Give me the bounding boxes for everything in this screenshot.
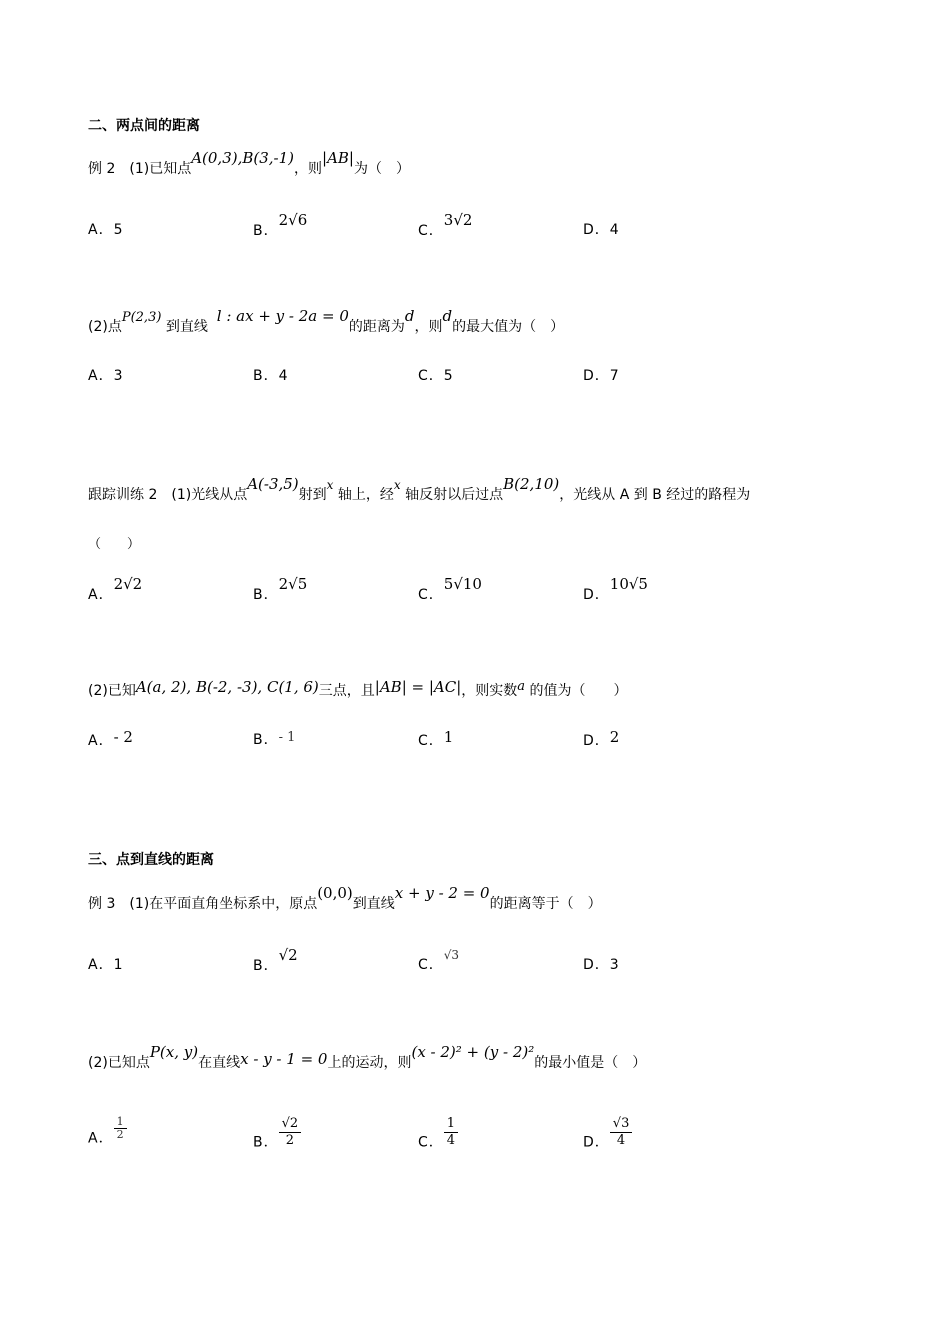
ex3-q2-mid1: 在直线 — [198, 1055, 241, 1071]
ex3-q1-mid: 到直线 — [352, 896, 395, 912]
ex2-q2-mid2: 的距离为 — [348, 319, 405, 335]
ex3-q1-option-b[interactable]: B．√2 — [253, 946, 298, 974]
ex2-q1-option-d[interactable]: D．4 — [583, 222, 619, 238]
ex3-q1-option-d[interactable]: D．3 — [583, 957, 619, 973]
ex2-q2-d2: d — [442, 307, 453, 325]
ex2-q2-line: l : ax + y - 2a = 0 — [216, 307, 349, 325]
track2-q2-a: a — [517, 679, 526, 694]
ex3-q2-stem — [88, 1043, 647, 1073]
track2-q2-points: A(a, 2), B(-2, -3), C(1, 6) — [135, 678, 319, 696]
ex3-q2-option-a[interactable]: A． $\frac{1}{2}$ — [88, 1126, 127, 1151]
section-3-heading: 三、点到直线的距离 — [88, 852, 214, 868]
track2-q1-point-b: B(2,10) — [503, 475, 560, 493]
ex3-q2-tail: 的最小值是（ ） — [534, 1055, 647, 1071]
ex2-q1-option-c[interactable]: C．3√2 — [418, 211, 473, 239]
fraction: $\frac{1}{4}$ — [444, 1116, 458, 1149]
ex2-q2-tail: 的最大值为（ ） — [452, 319, 565, 335]
ex3-q2-mid2: 上的运动，则 — [327, 1055, 412, 1071]
track2-q1-x1: x — [326, 478, 334, 492]
ex2-q2-option-a[interactable]: A．3 — [88, 368, 123, 384]
ex2-q1-tail: 为（ ） — [353, 161, 410, 177]
track2-q1-x2: x — [393, 478, 401, 492]
track2-q2-mid2: ，则实数 — [461, 683, 518, 699]
ex3-q2-option-c[interactable]: C． $\frac{1}{4}$ — [418, 1126, 458, 1159]
ex2-q1-mid: ，则 — [294, 161, 323, 177]
ex2-q1-abs: |AB| — [322, 149, 354, 167]
track2-q1-stem — [88, 475, 751, 505]
track2-q2-stem — [88, 680, 627, 702]
ex3-q2-point: P(x, y) — [149, 1043, 199, 1061]
ex3-q1-origin: (0,0) — [317, 884, 353, 902]
track2-q1-tail: ，光线从 A 到 B 经过的路程为 — [559, 487, 751, 503]
track2-q1-mid1: 射到 — [298, 487, 327, 503]
track2-q2-option-b[interactable]: B．- 1 — [253, 730, 296, 748]
track2-q2-tail: 的值为（ ） — [529, 683, 628, 699]
ex3-q2-option-d[interactable]: D． $\frac{√3}{4}$ — [583, 1126, 632, 1159]
track2-q2-mid1: 三点，且 — [318, 683, 375, 699]
ex3-q1-tail: 的距离等于（ ） — [489, 896, 602, 912]
ex3-q2-line: x - y - 1 = 0 — [240, 1050, 328, 1068]
ex3-q1-lead: 例 3 (1)在平面直角坐标系中，原点 — [88, 896, 318, 912]
ex2-q2-d1: d — [404, 307, 415, 325]
track2-q2-cond: |AB| = |AC| — [374, 678, 462, 696]
ex3-q1-stem — [88, 884, 602, 914]
ex2-q1-lead: 例 2 (1)已知点 — [88, 161, 192, 177]
track2-q2-option-d[interactable]: D．2 — [583, 728, 620, 749]
ex2-q2-option-c[interactable]: C．5 — [418, 368, 453, 384]
track2-q1-blank: （ ） — [88, 537, 141, 552]
ex2-q2-lead: (2)点 — [88, 319, 122, 335]
ex2-q2-mid1: 到直线 — [165, 319, 208, 335]
ex3-q1-option-a[interactable]: A．1 — [88, 957, 123, 973]
ex3-q2-option-b[interactable]: B． $\frac{√2}{2}$ — [253, 1126, 301, 1159]
track2-q1-option-d[interactable]: D．10√5 — [583, 575, 648, 603]
ex3-q1-option-c[interactable]: C．√3 — [418, 948, 460, 973]
track2-q1-mid3: 轴反射以后过点 — [405, 487, 504, 503]
fraction: $\frac{√2}{2}$ — [279, 1116, 302, 1149]
ex2-q2-mid3: ，则 — [414, 319, 443, 335]
ex2-q1-points: A(0,3),B(3,-1) — [191, 149, 295, 167]
ex2-q1-option-b[interactable]: B．2√6 — [253, 211, 308, 239]
track2-q2-option-c[interactable]: C．1 — [418, 728, 454, 749]
ex2-q1-stem — [88, 149, 410, 179]
track2-q1-point-a: A(-3,5) — [247, 475, 299, 493]
track2-q2-option-a[interactable]: A．- 2 — [88, 728, 133, 749]
ex3-q2-lead: (2)已知点 — [88, 1055, 150, 1071]
ex2-q2-point: P(2,3) — [121, 310, 162, 325]
ex3-q2-expr: (x - 2)² + (y - 2)² — [411, 1043, 535, 1061]
track2-q1-option-a[interactable]: A．2√2 — [88, 575, 143, 603]
ex2-q2-stem — [88, 307, 565, 338]
ex2-q2-option-b[interactable]: B．4 — [253, 368, 288, 384]
ex3-q1-line: x + y - 2 = 0 — [394, 884, 490, 902]
fraction: $\frac{√3}{4}$ — [610, 1116, 633, 1149]
track2-q1-mid2: 轴上，经 — [337, 487, 394, 503]
track2-q2-lead: (2)已知 — [88, 683, 136, 699]
section-2-heading: 二、两点间的距离 — [88, 118, 200, 134]
track2-q1-option-b[interactable]: B．2√5 — [253, 575, 308, 603]
fraction: $\frac{1}{2}$ — [114, 1116, 127, 1141]
ex2-q2-option-d[interactable]: D．7 — [583, 368, 619, 384]
ex2-q1-option-a[interactable]: A．5 — [88, 222, 123, 238]
track2-q1-option-c[interactable]: C．5√10 — [418, 575, 482, 603]
track2-q1-lead: 跟踪训练 2 (1)光线从点 — [88, 487, 248, 503]
